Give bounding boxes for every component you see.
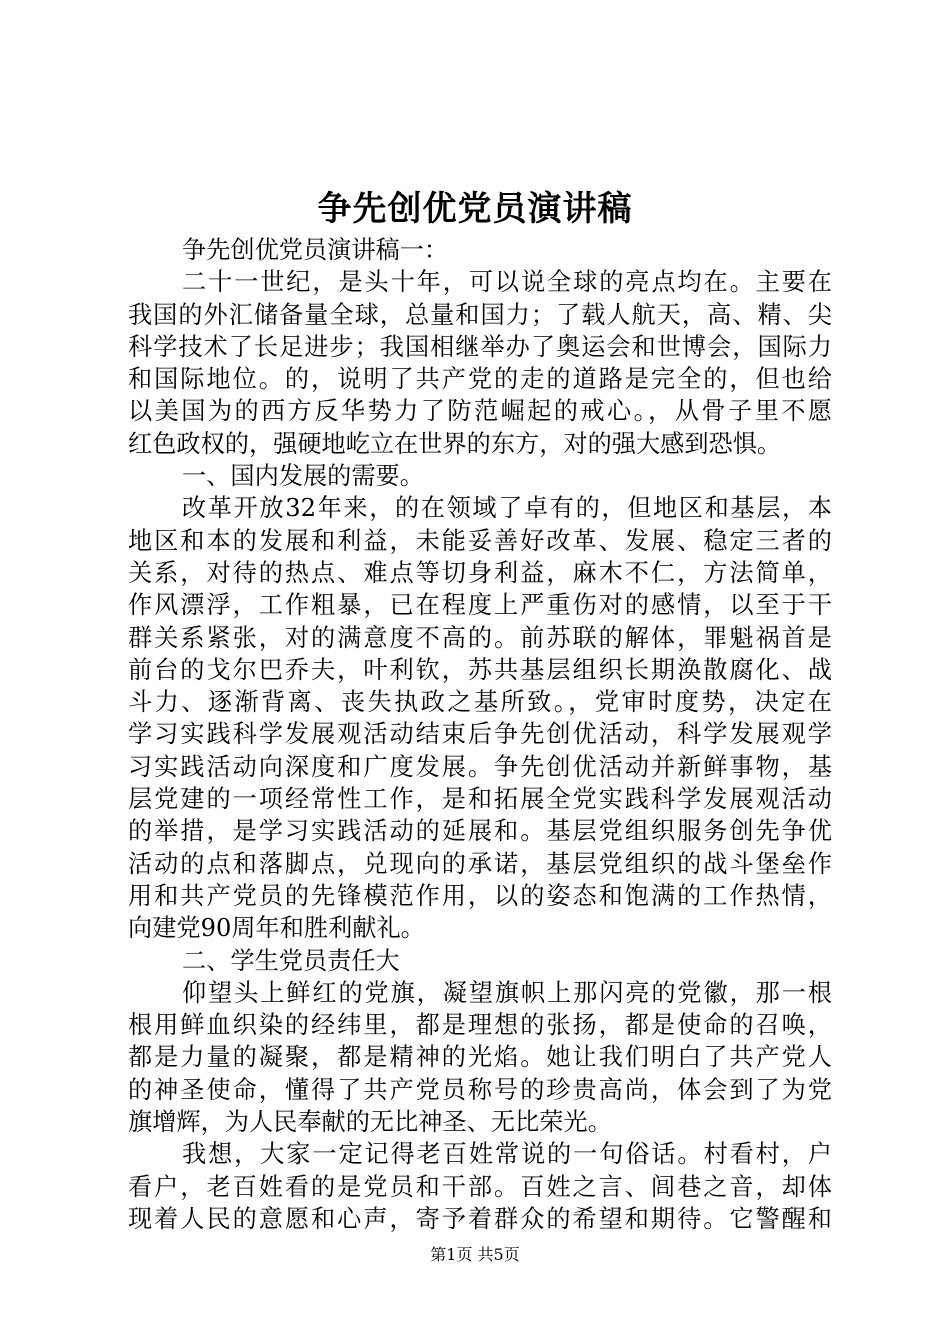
text-line: 都是力量的凝聚，都是精神的光焰。她让我们明白了共产党人 <box>128 1043 832 1072</box>
text-line: 学习实践科学发展观活动结束后争先创优活动，科学发展观学 <box>128 720 832 749</box>
text-line: 地区和本的发展和利益，未能妥善好改革、发展、稳定三者的 <box>128 526 832 555</box>
text-line: 和国际地位。的，说明了共产党的走的道路是完全的，但也给 <box>128 365 832 394</box>
text-line: 红色政权的，强硬地屹立在世界的东方，对的强大感到恐惧。 <box>128 429 782 458</box>
text-line: 一、国内发展的需要。 <box>182 462 424 491</box>
text-line: 的举措，是学习实践活动的延展和。基层党组织服务创先争优 <box>128 817 832 846</box>
text-line: 我想，大家一定记得老百姓常说的一句俗话。村看村，户 <box>182 1140 832 1169</box>
text-line: 争先创优党员演讲稿一： <box>182 236 449 264</box>
text-line: 向建党90周年和胜利献礼。 <box>128 914 425 943</box>
text-line: 仰望头上鲜红的党旗，凝望旗帜上那闪亮的党徽，那一根 <box>182 978 832 1007</box>
text-line: 二、学生党员责任大 <box>182 946 400 975</box>
text-line: 看户，老百姓看的是党员和干部。百姓之言、闾巷之音，却体 <box>128 1172 832 1201</box>
document-body <box>128 234 832 1235</box>
text-line: 旗增辉，为人民奉献的无比神圣、无比荣光。 <box>128 1108 612 1137</box>
text-line: 活动的点和落脚点，兑现向的承诺，基层党组织的战斗堡垒作 <box>128 849 832 878</box>
text-line: 习实践活动向深度和广度发展。争先创优活动并新鲜事物，基 <box>128 752 832 781</box>
page-footer: 第1页 共5页 <box>430 1245 520 1264</box>
text-line: 改革开放32年来，的在领域了卓有的，但地区和基层，本 <box>182 494 832 523</box>
text-line: 现着人民的意愿和心声，寄予着群众的希望和期待。它警醒和 <box>128 1204 832 1233</box>
text-line: 二十一世纪，是头十年，可以说全球的亮点均在。主要在 <box>182 268 832 297</box>
text-line: 的神圣使命，懂得了共产党员称号的珍贵高尚，体会到了为党 <box>128 1075 832 1104</box>
text-line: 科学技术了长足进步；我国相继举办了奥运会和世博会，国际力 <box>128 332 832 361</box>
text-line: 群关系紧张，对的满意度不高的。前苏联的解体，罪魁祸首是 <box>128 623 832 652</box>
text-line: 关系，对待的热点、难点等切身利益，麻木不仁，方法简单， <box>128 558 832 587</box>
document-title: 争先创优党员演讲稿 <box>317 189 633 229</box>
text-line: 层党建的一项经常性工作，是和拓展全党实践科学发展观活动 <box>128 785 832 814</box>
text-line: 我国的外汇储备量全球，总量和国力；了载人航天，高、精、尖 <box>128 300 832 329</box>
text-line: 前台的戈尔巴乔夫，叶利钦，苏共基层组织长期涣散腐化、战 <box>128 655 832 684</box>
text-line: 作风漂浮，工作粗暴，已在程度上严重伤对的感情，以至于干 <box>128 591 832 620</box>
text-line: 根用鲜血织染的经纬里，都是理想的张扬，都是使命的召唤， <box>128 1011 832 1040</box>
text-line: 斗力、逐渐背离、丧失执政之基所致。，党审时度势，决定在 <box>128 688 832 717</box>
text-line: 以美国为的西方反华势力了防范崛起的戒心。，从骨子里不愿 <box>128 397 832 426</box>
text-line: 用和共产党员的先锋模范作用，以的姿态和饱满的工作热情， <box>128 881 832 910</box>
